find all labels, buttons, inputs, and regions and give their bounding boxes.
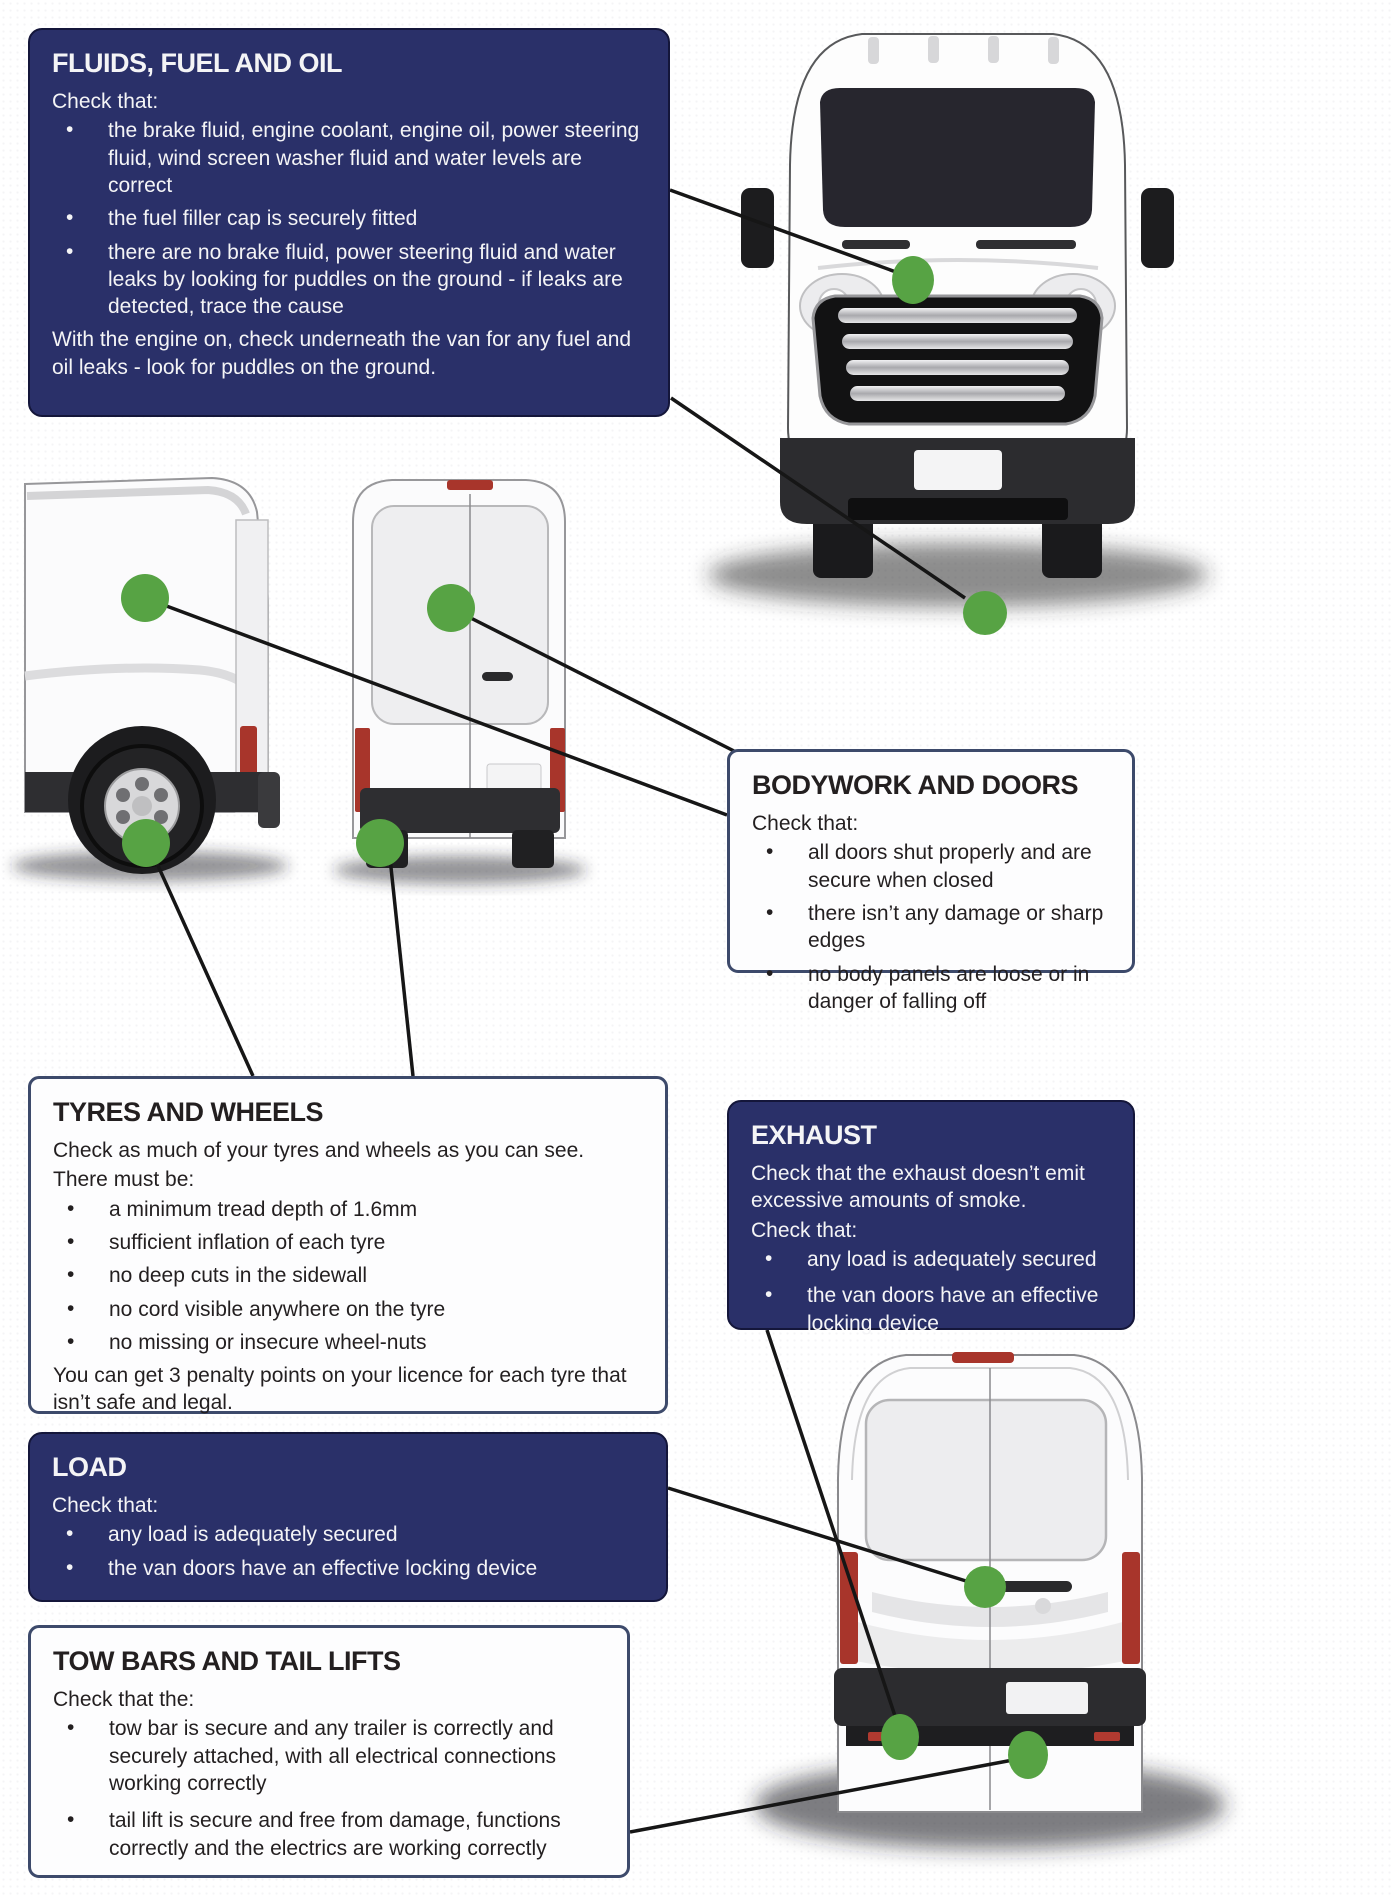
tyres-wheels-box (28, 1076, 668, 1414)
van-front-illustration (708, 34, 1208, 607)
grille-bar (850, 386, 1065, 401)
brake-light (447, 480, 493, 490)
grille-bar (842, 334, 1073, 349)
fluids-intro: Check that: (52, 90, 159, 114)
checkpoint-dot-exhaust-area (881, 1714, 919, 1760)
bullet-item: • there are no brake fluid, power steering fluid and water leaks by looking for puddles on the ground - if leaks are detected, trace the cause (52, 239, 646, 321)
bullet-item: • the fuel filler cap is securely fitted (52, 205, 646, 232)
van-front-shadow (708, 543, 1208, 607)
rear-license-plate (1006, 1682, 1088, 1714)
exhaust-intro-1: Check that the exhaust doesn’t emit excessive amounts of smoke. (751, 1162, 1085, 1213)
load-intro: Check that: (52, 1494, 159, 1518)
right-tail-light (1122, 1552, 1140, 1664)
grille-bar (838, 308, 1077, 323)
roof-rib (928, 36, 939, 63)
bullet-item: • no missing or insecure wheel-nuts (53, 1329, 643, 1356)
door-lock (1035, 1598, 1051, 1614)
exhaust-box (727, 1100, 1135, 1335)
load-box (28, 1432, 668, 1602)
bullet-item: • no cord visible anywhere on the tyre (53, 1296, 643, 1323)
towbars-bullet-list (53, 1715, 605, 1861)
rear-bumper-cap (258, 772, 280, 828)
door-handle (1000, 1581, 1072, 1592)
load-title: LOAD (52, 1452, 127, 1482)
checkpoint-dot-side-wheel (122, 819, 170, 867)
tyres-bullet-list (53, 1196, 643, 1356)
towbars-title: TOW BARS AND TAIL LIFTS (53, 1646, 401, 1676)
right-mirror (1141, 188, 1174, 268)
bullet-item: • no body panels are loose or in danger of falling off (752, 961, 1110, 1016)
checkpoint-dot-door-handle (964, 1566, 1006, 1608)
left-tail-light (840, 1552, 858, 1664)
door-handle (482, 672, 513, 681)
left-mirror (741, 188, 774, 268)
bullet-item: • any load is adequately secured (751, 1246, 1111, 1273)
wiper-slot (976, 240, 1076, 249)
bullet-item: • there isn’t any damage or sharp edges (752, 900, 1110, 955)
front-license-plate (914, 450, 1002, 490)
right-reflector (1094, 1732, 1120, 1741)
towbars-taillifts-box (28, 1625, 630, 1878)
wiper-slot (842, 240, 910, 249)
right-wheel (512, 830, 554, 868)
bullet-item: • the brake fluid, engine coolant, engine oil, power steering fluid, wind screen washer fluid and water levels are correct (52, 117, 646, 199)
load-bullet-list (52, 1521, 644, 1582)
windshield (820, 88, 1095, 227)
bodywork-title: BODYWORK AND DOORS (752, 770, 1078, 800)
bullet-item: • tow bar is secure and any trailer is correctly and securely attached, with all electrical connections working correctly (53, 1715, 605, 1797)
bumper-intake (848, 498, 1068, 520)
tyres-outro: You can get 3 penalty points on your licence for each tyre that isn’t safe and legal. (53, 1364, 627, 1415)
bodywork-intro: Check that: (752, 812, 859, 836)
fluids-outro: With the engine on, check underneath the van for any fuel and oil leaks - look for puddles on the ground. (52, 328, 632, 379)
high-brake-light (952, 1352, 1014, 1363)
fluids-title: FLUIDS, FUEL AND OIL (52, 48, 342, 78)
grille-bar (846, 360, 1069, 375)
tyres-intro-2: There must be: (53, 1168, 195, 1192)
rear-window-panel (866, 1400, 1106, 1560)
bullet-item: • the van doors have an effective locking device (751, 1282, 1111, 1337)
exhaust-intro-2: Check that: (751, 1218, 858, 1242)
bullet-item: • sufficient inflation of each tyre (53, 1229, 643, 1256)
roof-rib (868, 37, 879, 64)
checkpoint-dot-towbar-area (1008, 1731, 1048, 1779)
checkpoint-dot-rear-underside (356, 819, 404, 867)
fluids-fuel-oil-box (28, 28, 670, 417)
checkpoint-dot-side-body (121, 574, 169, 622)
exhaust-title: EXHAUST (751, 1120, 877, 1150)
exhaust-bullet-list (751, 1246, 1111, 1337)
bullet-item: • tail lift is secure and free from damage, functions correctly and the electrics are working correctly (53, 1807, 605, 1862)
fluids-bullet-list (52, 117, 646, 320)
tyres-intro-1: Check as much of your tyres and wheels as you can see. (53, 1139, 585, 1163)
tyres-title: TYRES AND WHEELS (53, 1097, 324, 1127)
bodywork-doors-box (727, 749, 1135, 1013)
bullet-item: • all doors shut properly and are secure when closed (752, 839, 1110, 894)
checkpoint-dot-front-underside (963, 591, 1007, 635)
connector-rearwheel-to-tyres (390, 858, 413, 1076)
roof-rib (988, 36, 999, 63)
towbars-intro: Check that the: (53, 1688, 195, 1712)
connector-sidewheel-to-tyres (150, 848, 253, 1076)
checkpoint-dot-bonnet (892, 256, 934, 304)
bullet-item: • any load is adequately secured (52, 1521, 644, 1548)
roof-rib (1048, 37, 1059, 64)
bullet-item: • the van doors have an effective locking device (52, 1555, 644, 1582)
bullet-item: • a minimum tread depth of 1.6mm (53, 1196, 643, 1223)
wheel-hub (132, 796, 152, 816)
checkpoint-dot-rear-door (427, 584, 475, 632)
bodywork-bullet-list (752, 839, 1110, 1015)
bullet-item: • no deep cuts in the sidewall (53, 1262, 643, 1289)
